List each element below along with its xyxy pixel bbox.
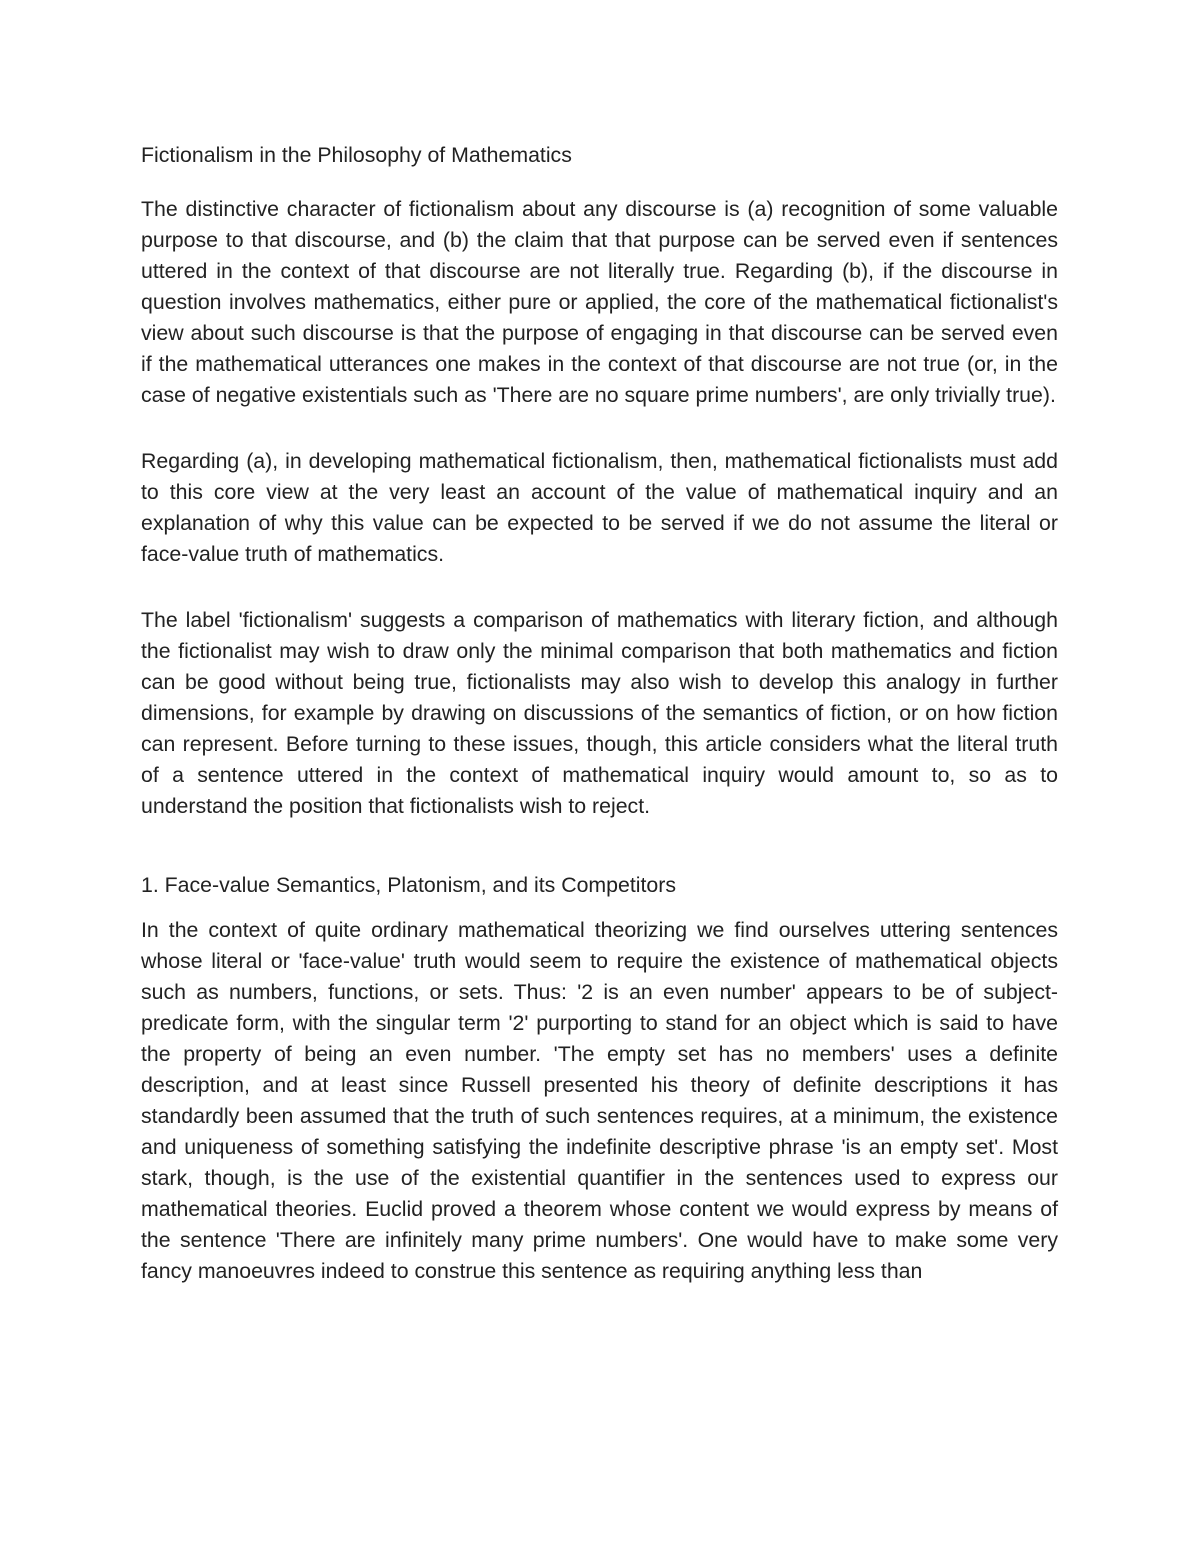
intro-paragraph-2: Regarding (a), in developing mathematical fictionalism, then, mathematical fictionalists must add to this core view at the very least an account of the value of mathematical inquiry and an explanation of why this value can be expected to be served if we do not assume the literal or face-value truth of mathematics. — [141, 449, 1058, 566]
section-paragraph: In the context of quite ordinary mathematical theorizing we find ourselves uttering sentences whose literal or 'face-value' truth would seem to require the existence of mathematical objects such as numbers, functions, or sets. Thus: '2 is an even number' appears to be of subject-predicate form, with the singular term '2' purporting to stand for an object which is said to have the property of being an even number. 'The empty set has no members' uses a definite description, and at least since Russell presented his theory of definite descriptions it has standardly been assumed that the truth of such sentences requires, at a minimum, the existence and uniqueness of something satisfying the indefinite descriptive phrase 'is an empty set'. Most stark, though, is the use of the existential quantifier in the sentences used to express our mathematical theories. Euclid proved a theorem whose content we would express by means of the sentence 'There are infinitely many prime numbers'. One would have to make some very fancy manoeuvres indeed to construe this sentence as requiring anything less than — [141, 918, 1058, 1283]
document-body — [141, 140, 1058, 1287]
intro-paragraph-1: The distinctive character of fictionalism about any discourse is (a) recognition of some valuable purpose to that discourse, and (b) the claim that that purpose can be served even if sentences uttered in the context of that discourse are not literally true. Regarding (b), if the discourse in question involves mathematics, either pure or applied, the core of the mathematical fictionalist's view about such discourse is that the purpose of engaging in that discourse can be served even if the mathematical utterances one makes in the context of that discourse are not true (or, in the case of negative existentials such as 'There are no square prime numbers', are only trivially true). — [141, 197, 1058, 407]
section-heading: 1. Face-value Semantics, Platonism, and its Competitors — [141, 873, 677, 897]
intro-paragraph-3: The label 'fictionalism' suggests a comparison of mathematics with literary fiction, and although the fictionalist may wish to draw only the minimal comparison that both mathematics and fiction can be good without being true, fictionalists may also wish to develop this analogy in further dimensions, for example by drawing on discussions of the semantics of fiction, or on how fiction can represent. Before turning to these issues, though, this article considers what the literal truth of a sentence uttered in the context of mathematical inquiry would amount to, so as to understand the position that fictionalists wish to reject. — [141, 608, 1058, 818]
document-title: Fictionalism in the Philosophy of Mathematics — [141, 143, 572, 167]
